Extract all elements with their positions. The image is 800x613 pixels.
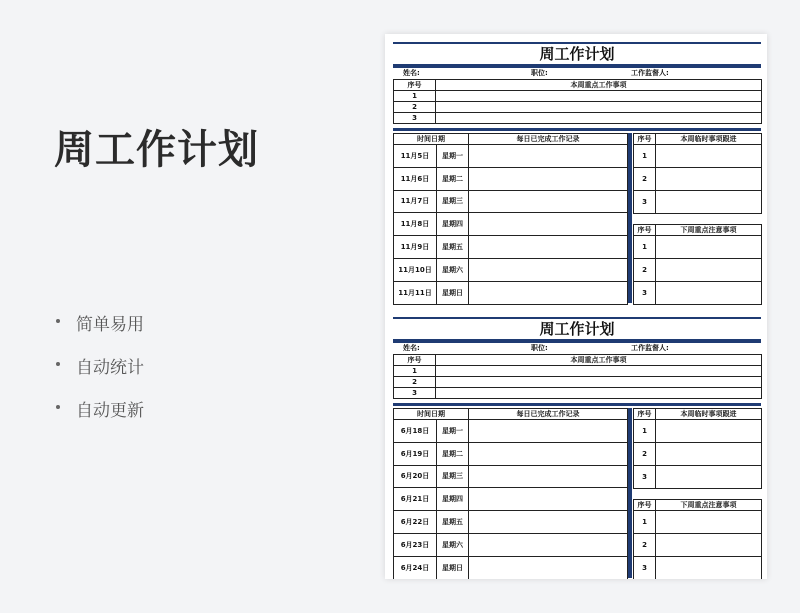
row-number: 3: [394, 113, 436, 124]
weekday-cell: 星期日: [437, 556, 469, 579]
weekday-cell: 星期一: [437, 145, 469, 168]
table-row: [634, 168, 762, 191]
day-row: [394, 236, 628, 259]
day-row: [394, 442, 628, 465]
plan-info-row: [393, 68, 761, 79]
feature-list: [54, 310, 144, 439]
seq-header: 序号: [634, 500, 656, 511]
daily-record-header: 每日已完成工作记录: [469, 409, 628, 420]
task-cell: [436, 366, 762, 377]
time-date-header: 时间日期: [394, 134, 469, 145]
table-row: [634, 557, 762, 580]
record-cell: [469, 167, 628, 190]
temp-task-cell: [656, 443, 762, 466]
row-number: 2: [394, 102, 436, 113]
record-cell: [469, 213, 628, 236]
day-row: [394, 465, 628, 488]
record-cell: [469, 556, 628, 579]
row-number: 3: [634, 557, 656, 580]
task-cell: [436, 91, 762, 102]
day-row: [394, 190, 628, 213]
weekday-cell: 星期三: [437, 465, 469, 488]
bullet-icon: [56, 362, 60, 366]
task-cell: [436, 102, 762, 113]
position-label: 职位:: [531, 344, 548, 352]
table-row: [394, 113, 762, 124]
temp-tasks-table: [633, 408, 762, 489]
date-cell: 11月8日: [394, 213, 437, 236]
date-cell: 11月11日: [394, 281, 437, 304]
row-number: 1: [394, 91, 436, 102]
feature-item: 简单易用: [54, 310, 144, 353]
supervisor-label: 工作监督人:: [631, 344, 669, 352]
weekday-cell: 星期五: [437, 511, 469, 534]
row-number: 2: [634, 259, 656, 282]
table-row: [634, 534, 762, 557]
temp-task-cell: [656, 466, 762, 489]
position-label: 职位:: [531, 69, 548, 77]
next-week-header: 下周重点注意事项: [656, 225, 762, 236]
record-cell: [469, 533, 628, 556]
row-number: 1: [634, 145, 656, 168]
row-number: 1: [634, 236, 656, 259]
daily-record-header: 每日已完成工作记录: [469, 134, 628, 145]
row-number: 2: [634, 534, 656, 557]
record-cell: [469, 511, 628, 534]
next-week-cell: [656, 511, 762, 534]
date-cell: 11月6日: [394, 167, 437, 190]
date-cell: 6月20日: [394, 465, 437, 488]
record-cell: [469, 145, 628, 168]
table-row: [634, 191, 762, 214]
seq-header: 序号: [634, 409, 656, 420]
name-label: 姓名:: [403, 69, 420, 77]
day-row: [394, 167, 628, 190]
task-cell: [436, 377, 762, 388]
table-row: [394, 388, 762, 399]
document-preview: [385, 34, 767, 579]
table-row: [634, 443, 762, 466]
feature-item: 自动统计: [54, 353, 144, 396]
row-number: 1: [634, 420, 656, 443]
record-cell: [469, 281, 628, 304]
weekday-cell: 星期三: [437, 190, 469, 213]
table-row: [634, 282, 762, 305]
bullet-icon: [56, 405, 60, 409]
day-row: [394, 511, 628, 534]
date-cell: 11月10日: [394, 258, 437, 281]
weekday-cell: 星期六: [437, 258, 469, 281]
temp-task-cell: [656, 420, 762, 443]
day-row: [394, 213, 628, 236]
temp-task-cell: [656, 168, 762, 191]
section-rule: [393, 128, 761, 131]
weekday-cell: 星期二: [437, 167, 469, 190]
row-number: 2: [394, 377, 436, 388]
next-week-cell: [656, 557, 762, 580]
temp-task-cell: [656, 145, 762, 168]
temp-tasks-header: 本周临时事项跟进: [656, 409, 762, 420]
time-date-header: 时间日期: [394, 409, 469, 420]
next-week-cell: [656, 259, 762, 282]
date-cell: 6月24日: [394, 556, 437, 579]
row-number: 3: [634, 282, 656, 305]
row-number: 3: [634, 466, 656, 489]
seq-header: 序号: [394, 355, 436, 366]
day-row: [394, 281, 628, 304]
date-cell: 6月19日: [394, 442, 437, 465]
record-cell: [469, 465, 628, 488]
date-cell: 6月22日: [394, 511, 437, 534]
temp-tasks-header: 本周临时事项跟进: [656, 134, 762, 145]
table-row: [634, 420, 762, 443]
next-week-table: [633, 499, 762, 579]
date-cell: 6月18日: [394, 420, 437, 443]
table-row: [634, 236, 762, 259]
table-row: [394, 91, 762, 102]
row-number: 1: [394, 366, 436, 377]
weekday-cell: 星期六: [437, 533, 469, 556]
next-week-cell: [656, 236, 762, 259]
key-tasks-header: 本周重点工作事项: [436, 355, 762, 366]
record-cell: [469, 190, 628, 213]
next-week-cell: [656, 282, 762, 305]
next-week-table: [633, 224, 762, 305]
record-cell: [469, 258, 628, 281]
page-title: 周工作计划: [54, 127, 259, 173]
feature-item: 自动更新: [54, 396, 144, 439]
section-rule: [393, 403, 761, 406]
day-row: [394, 145, 628, 168]
table-row: [394, 102, 762, 113]
plan-title: 周工作计划: [539, 320, 615, 338]
table-row: [634, 259, 762, 282]
task-cell: [436, 113, 762, 124]
record-cell: [469, 442, 628, 465]
weekday-cell: 星期五: [437, 236, 469, 259]
table-row: [634, 145, 762, 168]
plan-lower-section: [393, 408, 761, 578]
record-cell: [469, 236, 628, 259]
name-label: 姓名:: [403, 344, 420, 352]
next-week-header: 下周重点注意事项: [656, 500, 762, 511]
row-number: 3: [394, 388, 436, 399]
day-row: [394, 488, 628, 511]
plan-info-row: [393, 343, 761, 354]
seq-header: 序号: [634, 225, 656, 236]
date-cell: 6月23日: [394, 533, 437, 556]
weekday-cell: 星期四: [437, 488, 469, 511]
weekday-cell: 星期四: [437, 213, 469, 236]
temp-tasks-table: [633, 133, 762, 214]
weekly-plan-1: [393, 42, 761, 303]
table-row: [394, 377, 762, 388]
column-divider: [628, 133, 632, 303]
row-number: 2: [634, 168, 656, 191]
weekly-plan-2: [393, 317, 761, 578]
supervisor-label: 工作监督人:: [631, 69, 669, 77]
date-cell: 6月21日: [394, 488, 437, 511]
table-row: [634, 466, 762, 489]
key-tasks-header: 本周重点工作事项: [436, 80, 762, 91]
next-week-cell: [656, 534, 762, 557]
date-cell: 11月5日: [394, 145, 437, 168]
plan-lower-section: [393, 133, 761, 303]
row-number: 1: [634, 511, 656, 534]
row-number: 3: [634, 191, 656, 214]
row-number: 2: [634, 443, 656, 466]
weekday-cell: 星期二: [437, 442, 469, 465]
seq-header: 序号: [634, 134, 656, 145]
table-row: [634, 511, 762, 534]
table-row: [394, 366, 762, 377]
weekday-cell: 星期日: [437, 281, 469, 304]
day-row: [394, 533, 628, 556]
bullet-icon: [56, 319, 60, 323]
date-cell: 11月7日: [394, 190, 437, 213]
task-cell: [436, 388, 762, 399]
key-tasks-table: [393, 79, 762, 124]
day-row: [394, 556, 628, 579]
day-row: [394, 258, 628, 281]
date-cell: 11月9日: [394, 236, 437, 259]
temp-task-cell: [656, 191, 762, 214]
day-row: [394, 420, 628, 443]
record-cell: [469, 420, 628, 443]
plan-title: 周工作计划: [539, 45, 615, 63]
seq-header: 序号: [394, 80, 436, 91]
record-cell: [469, 488, 628, 511]
key-tasks-table: [393, 354, 762, 399]
daily-record-table: [393, 408, 628, 579]
column-divider: [628, 408, 632, 578]
weekday-cell: 星期一: [437, 420, 469, 443]
daily-record-table: [393, 133, 628, 305]
